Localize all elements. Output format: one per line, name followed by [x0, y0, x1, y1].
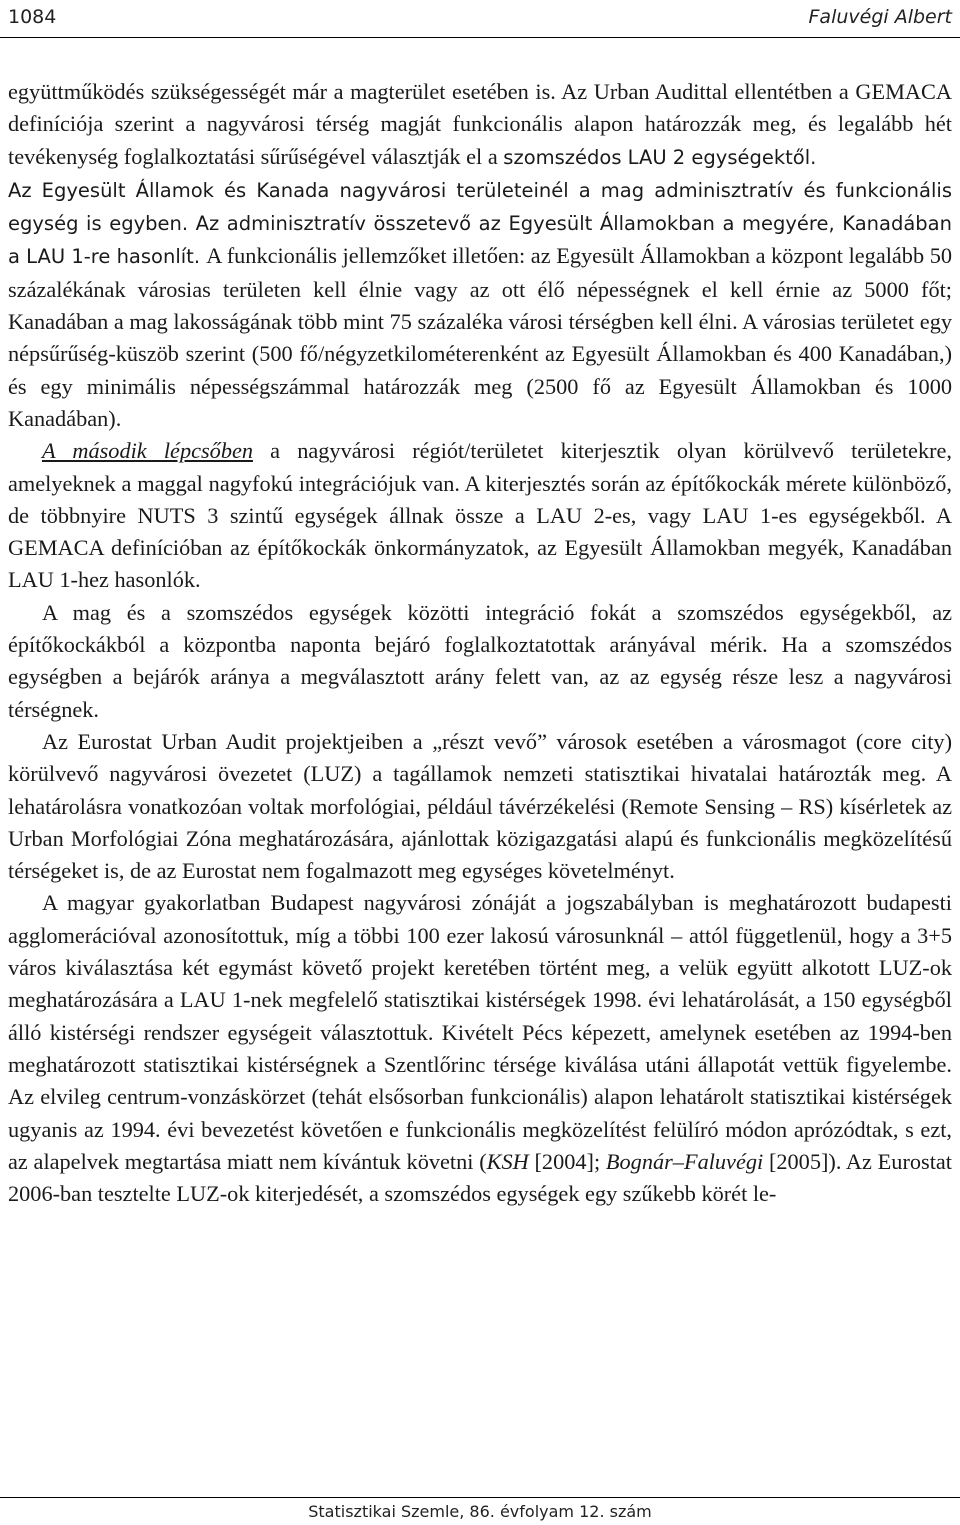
text-segment: A második lépcsőben: [42, 438, 254, 464]
paragraph: [8, 597, 952, 726]
text-segment: KSH: [486, 1148, 529, 1174]
paragraph: [8, 726, 952, 887]
journal-footer: Statisztikai Szemle, 86. évfolyam 12. szám: [308, 1502, 652, 1521]
text-segment: együttműködés szükségességét már a magterület esetében is. Az Urban Audittal ellentétben a GEMACA definíciója szerint a nagyvárosi térség magját funkcionális alapon határozzák meg, és legalább hét tevékenység foglalkoztatási sűrűségével választják el a: [8, 79, 952, 169]
page-number: 1084: [8, 6, 57, 28]
paragraph: [8, 435, 952, 596]
text-segment: Az Egyesült Államok és Kanada nagyvárosi területeinél a mag adminisztratív és funkcionális egység is egyben. Az adminisztratív összetevő az Egyesült Államokban a megyére, Kanadában a LAU 1-re hasonlít.: [8, 178, 952, 269]
text-segment: a nagyvárosi régiót/területet kiterjesztik olyan körülvevő területekre, amelyeknek a maggal nagyfokú integrációjuk van. A kiterjesztés során az építőkockák mérete különböző, de többnyire NUTS 3 szintű egységek állnak össze a LAU 2-es, vagy LAU 1-es egységekből. A GEMACA definícióban az építőkockák önkormányzatok, az Egyesült Államokban megyék, Kanadában LAU 1-hez hasonlók.: [8, 438, 953, 593]
text-segment: A magyar gyakorlatban Budapest nagyvárosi zónáját a jogszabályban is meghatározott budapesti agglomerációval azonosítottuk, míg a többi 100 ezer lakosú városunknál – attól függetlenül, hogy a 3+5 város kiválasztása két egymást követő projekt keretében történt meg, a velük együtt alkotott LUZ-ok meghatározására a LAU 1-nek megfelelő statisztikai kistérségek 1998. évi lehatárolását, a 150 egységből álló kistérségi rendszer egységeit választottuk. Kivételt Pécs képezett, amelynek esetében az 1994-ben meghatározott statisztikai kistérségnek a Szentlőrinc térsége kiválása utáni állapotát vettük figyelembe. Az elvileg centrum-vonzáskörzet (tehát elsősorban funkcionális) alapon lehatárolt statisztikai kistérségek ugyanis az 1994. évi bevezetést követően e funkcionális megközelítést felülíró módon aprózódtak, s ezt, az alapelvek megtartása miatt nem kívántuk követni (: [8, 890, 952, 1174]
article-body: [8, 76, 952, 1210]
page-header: [0, 0, 960, 40]
footer-rule: [0, 1497, 960, 1498]
text-segment: A funkcionális jellemzőket illetően: az Egyesült Államokban a központ legalább 50 százalékának városias területen kell élnie vagy az ott élő népességnek el kell érnie az 5000 főt; Kanadában a mag lakosságának több mint 75 százaléka városi térségben kell élni. A városias területet egy népsűrűség-küszöb szerint (500 fő/négyzetkilométerenként az Egyesült Államokban és 400 Kanadában,) és egy minimális népességszámmal határozzák meg (2500 fő az Egyesült Államokban és 1000 Kanadában).: [8, 243, 953, 431]
text-segment: Az Eurostat Urban Audit projektjeiben a „részt vevő” városok esetében a városmagot (core city) körülvevő nagyvárosi övezetet (LUZ) a tagállamok nemzeti statisztikai hivatalai határozták meg. A lehatárolásra vonatkozóan voltak morfológiai, például távérzékelési (Remote Sensing – RS) kísérletek az Urban Morfológiai Zóna meghatározására, ajánlottak közigazgatási alapú és funkcionális megközelítésű térségeket is, de az Eurostat nem fogalmazott meg egységes követelményt.: [8, 728, 952, 884]
text-segment: A mag és a szomszédos egységek közötti integráció fokát a szomszédos egységekből, az építőkockákból a központba naponta bejáró foglalkoztatottak arányával mérik. Ha a szomszédos egységben a bejárók aránya a megválasztott arány felett van, az az egység része lesz a nagyvárosi térségnek.: [8, 599, 952, 722]
paragraph: [8, 887, 952, 1210]
text-segment: Bognár–Faluvégi: [605, 1148, 764, 1174]
header-rule: [0, 37, 960, 38]
paragraph: [8, 76, 952, 174]
text-segment: szomszédos LAU 2 egységektől.: [503, 145, 817, 169]
text-segment: [2005]). Az Eurostat 2006-ban tesztelte LUZ-ok kiterjedését, a szomszédos egységek egy szűkebb körét le-: [8, 1148, 952, 1207]
text-segment: [2004];: [528, 1148, 606, 1174]
paragraph: [8, 174, 952, 435]
running-head-author: Faluvégi Albert: [808, 6, 952, 28]
